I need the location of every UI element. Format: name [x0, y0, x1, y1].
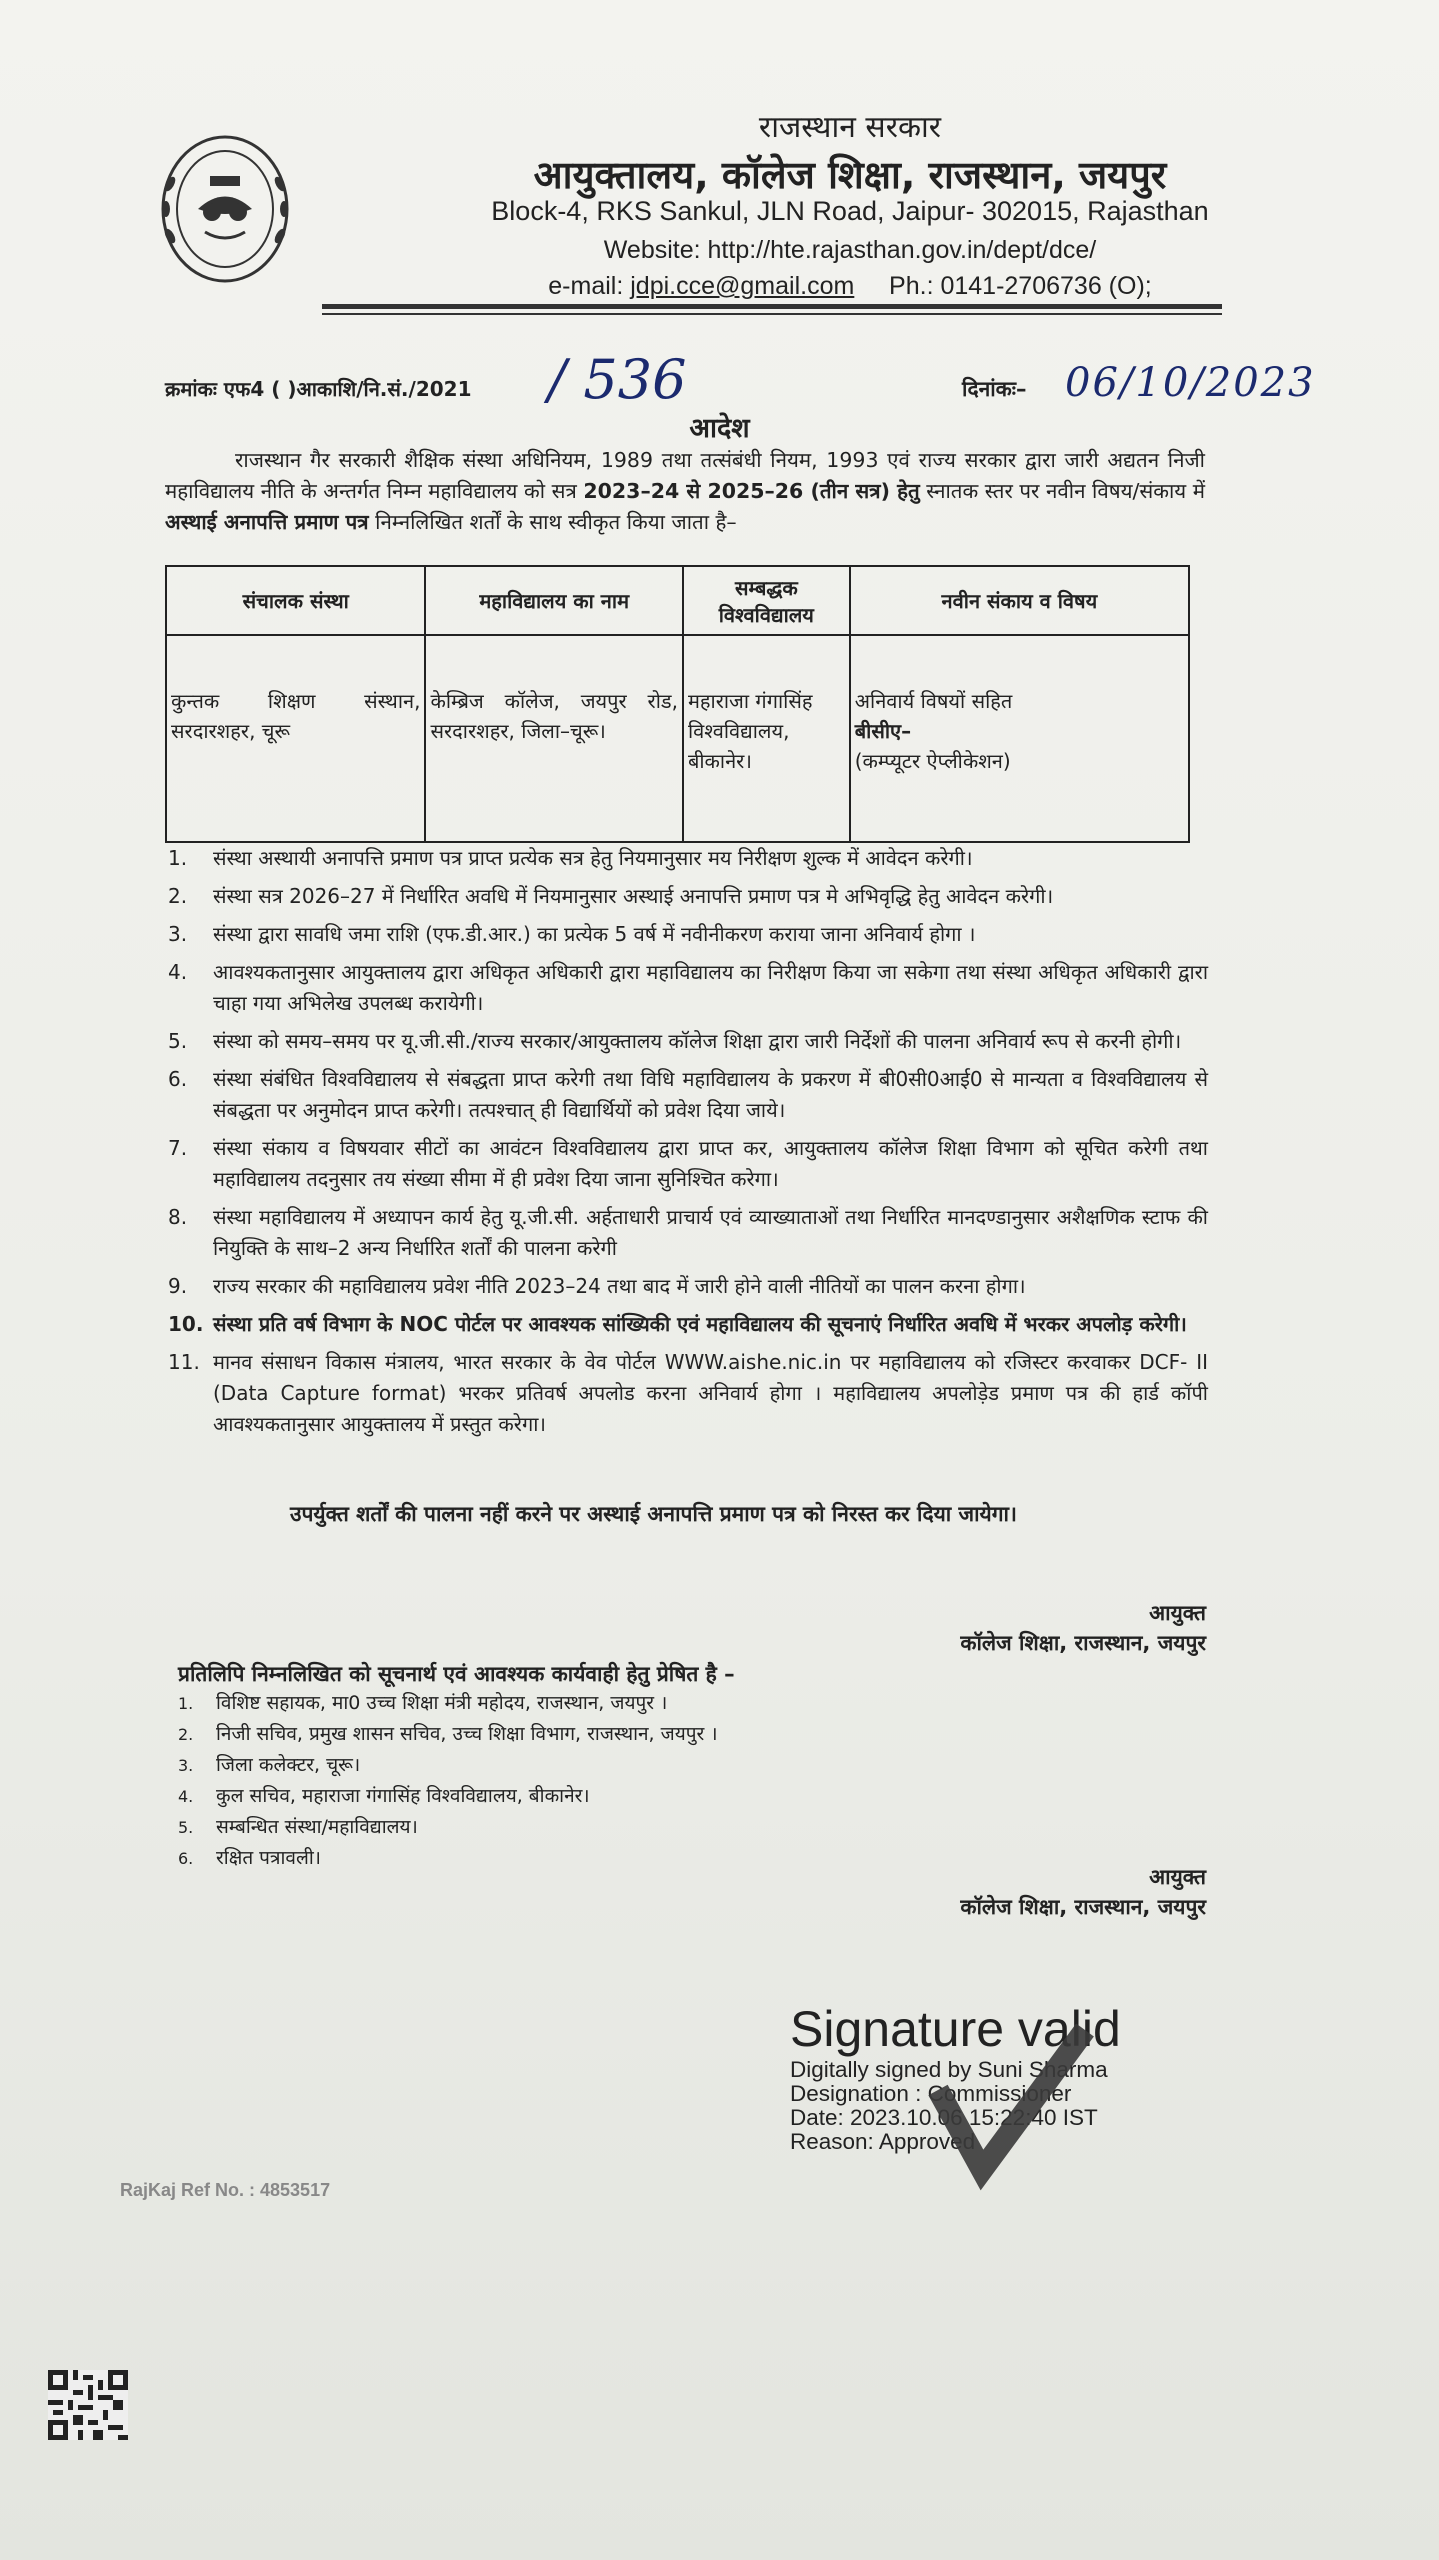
signatory-dept: कॉलेज शिक्षा, राजस्थान, जयपुर	[960, 1895, 1206, 1919]
condition-text: संस्था को समय–समय पर यू.जी.सी./राज्य सरकार/आयुक्तालय कॉलेज शिक्षा द्वारा जारी निर्देशों की पालना अनिवार्य रूप से करनी होगी।	[213, 1029, 1182, 1053]
condition-text: आवश्यकतानुसार आयुक्तालय द्वारा अधिकृत अधिकारी द्वारा महाविद्यालय का निरीक्षण किया जा सकेगा तथा संस्था अधिकृत अधिकारी द्वारा चाहा गया अभिलेख उपलब्ध करायेगी।	[213, 960, 1208, 1015]
rajkaj-reference: RajKaj Ref No. : 4853517	[120, 2180, 331, 2200]
contact-line	[330, 272, 1370, 301]
table-header-row	[166, 566, 1189, 635]
signature-designation: Designation : Commissioner	[790, 2081, 1072, 2106]
list-item	[178, 1781, 718, 1812]
checkmark-icon	[920, 2020, 1100, 2200]
condition-number: 6.	[168, 1067, 188, 1091]
office-name: आयुक्तालय, कॉलेज शिक्षा, राजस्थान, जयपुर	[533, 153, 1167, 197]
copy-number: 6.	[178, 1849, 194, 1868]
list-item	[168, 881, 1208, 912]
list-item	[178, 1719, 718, 1750]
intro-paragraph	[165, 445, 1205, 538]
seal-emblem-icon	[150, 124, 300, 294]
intro-session-bold: 2023–24 से 2025–26 (तीन सत्र) हेतु	[583, 479, 920, 503]
signature-date: Date: 2023.10.06 15:22:40 IST	[790, 2105, 1098, 2130]
list-item	[178, 1843, 718, 1874]
list-item	[178, 1688, 718, 1719]
subject-line: (कम्प्यूटर ऐप्लीकेशन)	[854, 749, 1011, 773]
list-item	[178, 1750, 718, 1781]
university-cell: महाराजा गंगासिंह विश्वविद्यालय, बीकानेर।	[683, 635, 850, 842]
signatory-block	[960, 1598, 1206, 1658]
email-label: e-mail:	[548, 272, 624, 300]
college-details-table	[165, 565, 1190, 843]
condition-text: संस्था प्रति वर्ष विभाग के NOC पोर्टल पर आवश्यक सांख्यिकी एवं महाविद्यालय की सूचनाएं निर्धारित अवधि में भरकर अपलोड़ करेगी।	[213, 1312, 1187, 1336]
condition-number: 7.	[168, 1136, 188, 1160]
copy-recipient: सम्बन्धित संस्था/महाविद्यालय।	[216, 1816, 418, 1838]
list-item	[168, 1133, 1208, 1195]
handwritten-reference-number: / 536	[548, 348, 687, 411]
subject-line: अनिवार्य विषयों सहित	[854, 689, 1013, 713]
condition-number: 2.	[168, 884, 188, 908]
header-divider-thin	[322, 313, 1222, 315]
society-cell: कुन्तक शिक्षण संस्थान, सरदारशहर, चूरू	[166, 635, 425, 842]
conditions-list	[168, 843, 1208, 1440]
list-item	[168, 1309, 1208, 1340]
email-address: jdpi.cce@gmail.com	[630, 272, 855, 300]
condition-text: संस्था द्वारा सावधि जमा राशि (एफ.डी.आर.) का प्रत्येक 5 वर्ष में नवीनीकरण कराया जाना अनिवार्य होगा ।	[213, 922, 976, 946]
date-label: दिनांकः–	[962, 377, 1027, 401]
condition-number: 10.	[168, 1312, 204, 1336]
list-item	[168, 1271, 1208, 1302]
copy-number: 5.	[178, 1818, 194, 1837]
copy-recipient: विशिष्ट सहायक, मा0 उच्च शिक्षा मंत्री महोदय, राजस्थान, जयपुर ।	[216, 1692, 668, 1714]
condition-text: संस्था सत्र 2026–27 में निर्धारित अवधि में नियमानुसार अस्थाई अनापत्ति प्रमाण पत्र मे अभिवृद्धि हेतु आवेदन करेगी।	[213, 884, 1054, 908]
condition-text: संस्था अस्थायी अनापत्ति प्रमाण पत्र प्राप्त प्रत्येक सत्र हेतु नियमानुसार मय निरीक्षण शुल्क में आवेदन करेगी।	[213, 846, 973, 870]
condition-text: संस्था संबंधित विश्वविद्यालय से संबद्धता प्राप्त करेगी तथा विधि महाविद्यालय के प्रकरण में बी0सी0आई0 से मान्यता व विश्वविद्यालय से संबद्धता पर अनुमोदन प्राप्त करेगी। तत्पश्चात् ही विद्यार्थियों को प्रवेश दिया जाये।	[213, 1067, 1208, 1122]
list-item	[168, 1202, 1208, 1264]
condition-text: संस्था महाविद्यालय में अध्यापन कार्य हेतु यू.जी.सी. अर्हताधारी प्राचार्य एवं व्याख्याताओं तथा निर्धारित मानदण्डानुसार अशैक्षणिक स्टाफ की नियुक्ति के साथ–2 अन्य निर्धारित शर्तों की पालना करेगी	[213, 1205, 1208, 1260]
list-item	[168, 1064, 1208, 1126]
signatory-block	[960, 1862, 1206, 1922]
header-divider-thick	[322, 304, 1222, 309]
copy-number: 3.	[178, 1756, 194, 1775]
table-header: सम्बद्धक विश्वविद्यालय	[683, 566, 850, 635]
copy-number: 1.	[178, 1694, 194, 1713]
condition-number: 1.	[168, 846, 188, 870]
qr-code-icon	[48, 2370, 128, 2440]
list-item	[168, 957, 1208, 1019]
copy-recipient: कुल सचिव, महाराजा गंगासिंह विश्वविद्यालय, बीकानेर।	[216, 1785, 590, 1807]
handwritten-date: 06/10/2023	[1065, 360, 1316, 406]
order-title: आदेश	[689, 413, 750, 444]
copy-recipient: जिला कलेक्टर, चूरू।	[216, 1754, 361, 1776]
table-header: संचालक संस्था	[166, 566, 425, 635]
copy-to-heading: प्रतिलिपि निम्नलिखित को सूचनार्थ एवं आवश्यक कार्यवाही हेतु प्रेषित है –	[178, 1662, 735, 1686]
office-address: Block-4, RKS Sankul, JLN Road, Jaipur- 302015, Rajasthan	[491, 196, 1209, 226]
list-item	[168, 843, 1208, 874]
table-header: नवीन संकाय व विषय	[850, 566, 1189, 635]
copy-recipient: रक्षित पत्रावली।	[216, 1847, 321, 1869]
government-name: राजस्थान सरकार	[758, 110, 942, 145]
intro-text-3: निम्नलिखित शर्तों के साथ स्वीकृत किया जाता है–	[375, 510, 737, 534]
condition-number: 4.	[168, 960, 188, 984]
list-item	[168, 1347, 1208, 1440]
signatory-title: आयुक्त	[1149, 1601, 1206, 1625]
signatory-dept: कॉलेज शिक्षा, राजस्थान, जयपुर	[960, 1631, 1206, 1655]
condition-number: 3.	[168, 922, 188, 946]
intro-text-2: स्नातक स्तर पर नवीन विषय/संकाय में	[926, 479, 1205, 503]
signature-signer: Digitally signed by Suni Sharma	[790, 2057, 1108, 2082]
intro-noc-bold: अस्थाई अनापत्ति प्रमाण पत्र	[165, 510, 369, 534]
phone-number: Ph.: 0141-2706736 (O);	[889, 272, 1152, 300]
copy-number: 4.	[178, 1787, 194, 1806]
condition-text: संस्था संकाय व विषयवार सीटों का आवंटन विश्वविद्यालय द्वारा प्राप्त कर, आयुक्तालय कॉलेज शिक्षा विभाग को सूचित करेगी तथा महाविद्यालय तदनुसार तय संख्या सीमा में ही प्रवेश दिया जाना सुनिश्चित करेगा।	[213, 1136, 1208, 1191]
cancellation-warning: उपर्युक्त शर्तों की पालना नहीं करने पर अस्थाई अनापत्ति प्रमाण पत्र को निरस्त कर दिया जायेगा।	[290, 1502, 1017, 1526]
reference-label: क्रमांकः एफ4 ( )आकाशि/नि.सं./2021	[165, 377, 472, 401]
college-cell: केम्ब्रिज कॉलेज, जयपुर रोड, सरदारशहर, जिला–चूरू।	[425, 635, 682, 842]
signature-reason: Reason: Approved	[790, 2129, 976, 2154]
condition-number: 8.	[168, 1205, 188, 1229]
list-item	[168, 919, 1208, 950]
copy-recipient: निजी सचिव, प्रमुख शासन सचिव, उच्च शिक्षा विभाग, राजस्थान, जयपुर ।	[216, 1723, 718, 1745]
condition-text: मानव संसाधन विकास मंत्रालय, भारत सरकार के वेव पोर्टल WWW.aishe.nic.in पर महाविद्यालय को रजिस्टर करवाकर DCF- II (Data Capture format) भरकर प्रतिवर्ष अपलोड करना अनिवार्य होगा । महाविद्यालय अपलोड़ेड प्रमाण पत्र की हार्ड कॉपी आवश्यकतानुसार आयुक्तालय में प्रस्तुत करेगा।	[213, 1350, 1208, 1436]
copy-number: 2.	[178, 1725, 194, 1744]
office-website: Website: http://hte.rajasthan.gov.in/dept/dce/	[603, 236, 1097, 264]
list-item	[168, 1026, 1208, 1057]
signature-valid-heading: Signature valid	[790, 2001, 1121, 2057]
copy-to-list	[178, 1688, 718, 1874]
subject-cell	[850, 635, 1189, 842]
table-row	[166, 635, 1189, 842]
table-header: महाविद्यालय का नाम	[425, 566, 682, 635]
list-item	[178, 1812, 718, 1843]
signatory-title: आयुक्त	[1149, 1865, 1206, 1889]
condition-number: 5.	[168, 1029, 188, 1053]
intro-text-1: राजस्थान गैर सरकारी शैक्षिक संस्था अधिनियम, 1989 तथा तत्संबंधी नियम, 1993 एवं राज्य सरकार द्वारा जारी अद्यतन निजी महाविद्यालय नीति के अन्तर्गत निम्न महाविद्यालय को सत्र	[165, 448, 1205, 503]
condition-text: राज्य सरकार की महाविद्यालय प्रवेश नीति 2023–24 तथा बाद में जारी होने वाली नीतियों का पालन करना होगा।	[213, 1274, 1026, 1298]
condition-number: 9.	[168, 1274, 188, 1298]
condition-number: 11.	[168, 1350, 200, 1374]
subject-course: बीसीए–	[854, 719, 912, 743]
